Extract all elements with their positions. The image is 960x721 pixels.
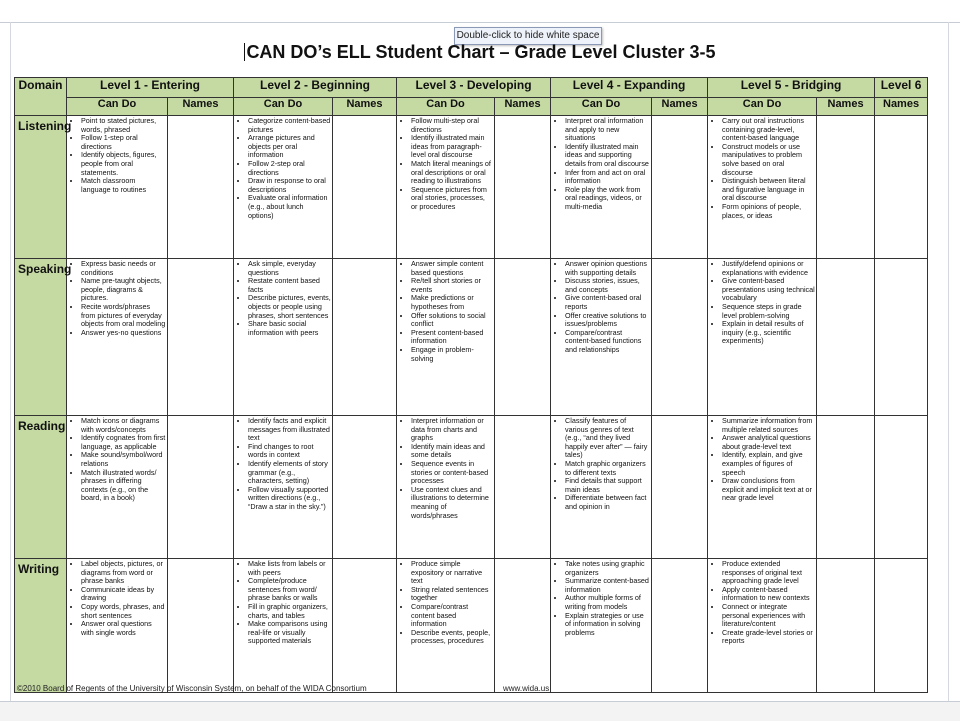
can-do-item: • Identify cognates from first language, as applicable [81, 434, 166, 451]
can-do-item: • Identify, explain, and give examples of figures of speech [722, 451, 815, 477]
can-do-item: • Construct models or use manipulatives to problem solve based on oral discourse [722, 143, 815, 177]
can-do-list [552, 260, 650, 355]
domain-label: Writing [15, 559, 67, 693]
names-header: Names [875, 98, 928, 116]
domain-label: Reading [15, 416, 67, 559]
level-header-row [15, 78, 928, 98]
domain-label: Listening [15, 116, 67, 259]
names-header: Names [333, 98, 397, 116]
can-do-item: • Evaluate oral information (e.g., about lunch options) [248, 194, 331, 220]
can-do-list [709, 560, 815, 646]
can-do-header: Can Do [551, 98, 652, 116]
can-do-item: • Sequence pictures from oral stories, processes, or procedures [411, 186, 493, 212]
can-do-cell[interactable] [551, 116, 652, 259]
domain-row-speaking [15, 259, 928, 416]
can-do-item: • Identify elements of story grammar (e.g., characters, setting) [248, 460, 331, 486]
names-cell[interactable] [652, 259, 708, 416]
can-do-item: • Make predictions or hypotheses from [411, 294, 493, 311]
can-do-item: • Re/tell short stories or events [411, 277, 493, 294]
can-do-header: Can Do [397, 98, 495, 116]
can-do-item: • Justify/defend opinions or explanations with evidence [722, 260, 815, 277]
can-do-item: • Offer creative solutions to issues/problems [565, 312, 650, 329]
can-do-item: • Follow 2-step oral directions [248, 160, 331, 177]
window-top-border [0, 22, 960, 23]
level-2-header: Level 2 - Beginning [234, 78, 397, 98]
domain-row-writing [15, 559, 928, 693]
can-do-list [68, 560, 166, 637]
can-do-item: • Follow 1-step oral directions [81, 134, 166, 151]
can-do-list [398, 117, 493, 212]
can-do-item: • Make lists from labels or with peers [248, 560, 331, 577]
can-do-item: • Summarize content-based information [565, 577, 650, 594]
can-do-item: • Produce simple expository or narrative text [411, 560, 493, 586]
can-do-item: • Compare/contrast content-based functions and relationships [565, 329, 650, 355]
domain-row-reading [15, 416, 928, 559]
can-do-cell[interactable] [67, 416, 168, 559]
can-do-list [235, 560, 331, 646]
can-do-item: • Draw in response to oral descriptions [248, 177, 331, 194]
can-do-item: • Answer simple content based questions [411, 260, 493, 277]
status-strip [0, 701, 960, 721]
can-do-item: • Share basic social information with peers [248, 320, 331, 337]
can-do-cell[interactable] [397, 559, 495, 693]
names-cell[interactable] [495, 559, 551, 693]
subheader-row [15, 98, 928, 116]
names-cell[interactable] [652, 116, 708, 259]
can-do-item: • Communicate ideas by drawing [81, 586, 166, 603]
can-do-header: Can Do [67, 98, 168, 116]
names-header: Names [817, 98, 875, 116]
can-do-item: • Label objects, pictures, or diagrams from word or phrase banks [81, 560, 166, 586]
can-do-cell[interactable] [234, 116, 333, 259]
names-cell[interactable] [333, 259, 397, 416]
website-footer: www.wida.us [503, 684, 550, 693]
can-do-item: • Match graphic organizers to different texts [565, 460, 650, 477]
can-do-item: • Answer opinion questions with supporting details [565, 260, 650, 277]
can-do-header: Can Do [234, 98, 333, 116]
names-header: Names [652, 98, 708, 116]
level-6-header: Level 6 [875, 78, 928, 98]
can-do-item: • Match classroom language to routines [81, 177, 166, 194]
can-do-item: • Apply content-based information to new contexts [722, 586, 815, 603]
can-do-item: • Explain strategies or use of information in solving problems [565, 612, 650, 638]
can-do-item: • Interpret information or data from charts and graphs [411, 417, 493, 443]
can-do-list [68, 260, 166, 337]
can-do-chart-table [14, 77, 928, 693]
title-text: CAN DO’s ELL Student Chart – Grade Level Cluster 3-5 [246, 42, 716, 62]
names-cell[interactable] [875, 416, 928, 559]
can-do-list [398, 560, 493, 646]
names-cell[interactable] [817, 116, 875, 259]
can-do-item: • Match illustrated words/ phrases in differing contexts (e.g., on the board, in a book) [81, 469, 166, 503]
can-do-list [552, 560, 650, 637]
can-do-item: • Draw conclusions from explicit and implicit text at or near grade level [722, 477, 815, 503]
can-do-item: • Answer oral questions with single words [81, 620, 166, 637]
can-do-cell[interactable] [234, 416, 333, 559]
hide-white-space-tooltip: Double-click to hide white space [454, 27, 602, 45]
can-do-cell[interactable] [397, 116, 495, 259]
can-do-list [709, 117, 815, 220]
can-do-item: • Use context clues and illustrations to determine meaning of words/phrases [411, 486, 493, 520]
can-do-cell[interactable] [551, 559, 652, 693]
can-do-item: • Interpret oral information and apply to new situations [565, 117, 650, 143]
can-do-item: • Follow multi-step oral directions [411, 117, 493, 134]
can-do-item: • Point to stated pictures, words, phrased [81, 117, 166, 134]
can-do-item: • Summarize information from multiple related sources [722, 417, 815, 434]
can-do-item: • Infer from and act on oral information [565, 169, 650, 186]
can-do-item: • Take notes using graphic organizers [565, 560, 650, 577]
can-do-item: • Give content-based oral reports [565, 294, 650, 311]
level-3-header: Level 3 - Developing [397, 78, 551, 98]
page-left-edge [10, 22, 11, 702]
can-do-item: • Classify features of various genres of text (e.g., “and they lived happily ever after” — fairy tales) [565, 417, 650, 460]
domain-header: Domain [15, 78, 67, 116]
can-do-list [552, 117, 650, 212]
can-do-item: • Carry out oral instructions containing grade-level, content-based language [722, 117, 815, 143]
can-do-item: • Discuss stories, issues, and concepts [565, 277, 650, 294]
can-do-list [709, 417, 815, 503]
can-do-item: • Identify objects, figures, people from oral statements. [81, 151, 166, 177]
can-do-item: • Create grade-level stories or reports [722, 629, 815, 646]
can-do-cell[interactable] [551, 259, 652, 416]
names-header: Names [168, 98, 234, 116]
can-do-item: • Connect or integrate personal experiences with literature/content [722, 603, 815, 629]
names-cell[interactable] [817, 259, 875, 416]
names-cell[interactable] [495, 416, 551, 559]
can-do-item: • Match icons or diagrams with words/concepts [81, 417, 166, 434]
can-do-item: • Express basic needs or conditions [81, 260, 166, 277]
can-do-item: • String related sentences together [411, 586, 493, 603]
can-do-cell[interactable] [397, 416, 495, 559]
can-do-item: • Identify facts and explicit messages from illustrated text [248, 417, 331, 443]
can-do-item: • Sequence events in stories or content-based processes [411, 460, 493, 486]
can-do-item: • Make comparisons using real-life or visually supported materials [248, 620, 331, 646]
names-cell[interactable] [817, 559, 875, 693]
can-do-cell[interactable] [708, 416, 817, 559]
domain-row-listening [15, 116, 928, 259]
names-cell[interactable] [875, 559, 928, 693]
can-do-item: • Find changes to root words in context [248, 443, 331, 460]
can-do-item: • Explain in detail results of inquiry (e.g., scientific experiments) [722, 320, 815, 346]
can-do-item: • Describe events, people, processes, procedures [411, 629, 493, 646]
names-header: Names [495, 98, 551, 116]
can-do-cell[interactable] [708, 559, 817, 693]
names-cell[interactable] [333, 116, 397, 259]
can-do-list [709, 260, 815, 346]
can-do-cell[interactable] [67, 116, 168, 259]
can-do-cell[interactable] [397, 259, 495, 416]
can-do-cell[interactable] [67, 259, 168, 416]
can-do-item: • Name pre-taught objects, people, diagrams & pictures. [81, 277, 166, 303]
can-do-item: • Present content-based information [411, 329, 493, 346]
can-do-cell[interactable] [67, 559, 168, 693]
can-do-item: • Give content-based presentations using technical vocabulary [722, 277, 815, 303]
names-cell[interactable] [495, 259, 551, 416]
can-do-item: • Engage in problem-solving [411, 346, 493, 363]
can-do-item: • Identify main ideas and some details [411, 443, 493, 460]
can-do-item: • Produce extended responses of original text approaching grade level [722, 560, 815, 586]
can-do-item: • Answer yes-no questions [81, 329, 166, 338]
can-do-item: • Categorize content-based pictures [248, 117, 331, 134]
can-do-list [235, 117, 331, 220]
can-do-item: • Make sound/symbol/word relations [81, 451, 166, 468]
can-do-list [398, 417, 493, 520]
can-do-list [235, 260, 331, 337]
can-do-item: • Match literal meanings of oral descriptions or oral reading to illustrations [411, 160, 493, 186]
domain-label: Speaking [15, 259, 67, 416]
document-title[interactable] [0, 42, 960, 63]
can-do-cell[interactable] [234, 559, 333, 693]
names-cell[interactable] [168, 259, 234, 416]
can-do-list [68, 417, 166, 503]
can-do-item: • Complete/produce sentences from word/ phrase banks or walls [248, 577, 331, 603]
can-do-item: • Arrange pictures and objects per oral information [248, 134, 331, 160]
can-do-item: • Follow visually supported written directions (e.g., “Draw a star in the sky.”) [248, 486, 331, 512]
can-do-item: • Answer analytical questions about grade-level text [722, 434, 815, 451]
names-cell[interactable] [652, 559, 708, 693]
can-do-item: • Describe pictures, events, objects or people using phrases, short sentences [248, 294, 331, 320]
can-do-cell[interactable] [708, 259, 817, 416]
can-do-item: • Identify illustrated main ideas and supporting details from oral discourse [565, 143, 650, 169]
names-cell[interactable] [168, 416, 234, 559]
can-do-list [235, 417, 331, 512]
names-cell[interactable] [495, 116, 551, 259]
can-do-cell[interactable] [551, 416, 652, 559]
can-do-item: • Restate content based facts [248, 277, 331, 294]
names-cell[interactable] [817, 416, 875, 559]
names-cell[interactable] [333, 416, 397, 559]
can-do-list [552, 417, 650, 512]
copyright-footer: ©2010 Board of Regents of the University of Wisconsin System, on behalf of the WIDA Consortium [17, 684, 367, 693]
names-cell[interactable] [875, 116, 928, 259]
names-cell[interactable] [168, 559, 234, 693]
can-do-item: • Compare/contrast content based information [411, 603, 493, 629]
can-do-item: • Copy words, phrases, and short sentences [81, 603, 166, 620]
can-do-item: • Form opinions of people, places, or ideas [722, 203, 815, 220]
names-cell[interactable] [652, 416, 708, 559]
level-4-header: Level 4 - Expanding [551, 78, 708, 98]
can-do-item: • Ask simple, everyday questions [248, 260, 331, 277]
can-do-list [68, 117, 166, 194]
can-do-item: • Distinguish between literal and figurative language in oral discourse [722, 177, 815, 203]
page-right-edge [948, 22, 949, 702]
can-do-item: • Recite words/phrases from pictures of everyday objects from oral modeling [81, 303, 166, 329]
can-do-item: • Offer solutions to social conflict [411, 312, 493, 329]
can-do-header: Can Do [708, 98, 817, 116]
can-do-cell[interactable] [234, 259, 333, 416]
can-do-item: • Find details that support main ideas [565, 477, 650, 494]
can-do-item: • Identify illustrated main ideas from paragraph-level oral discourse [411, 134, 493, 160]
can-do-item: • Fill in graphic organizers, charts, and tables [248, 603, 331, 620]
names-cell[interactable] [875, 259, 928, 416]
can-do-cell[interactable] [708, 116, 817, 259]
can-do-item: • Differentiate between fact and opinion in [565, 494, 650, 511]
names-cell[interactable] [168, 116, 234, 259]
level-5-header: Level 5 - Bridging [708, 78, 875, 98]
names-cell[interactable] [333, 559, 397, 693]
level-1-header: Level 1 - Entering [67, 78, 234, 98]
can-do-list [398, 260, 493, 363]
can-do-item: • Sequence steps in grade level problem-solving [722, 303, 815, 320]
can-do-item: • Role play the work from oral readings, videos, or multi-media [565, 186, 650, 212]
can-do-item: • Author multiple forms of writing from models [565, 594, 650, 611]
